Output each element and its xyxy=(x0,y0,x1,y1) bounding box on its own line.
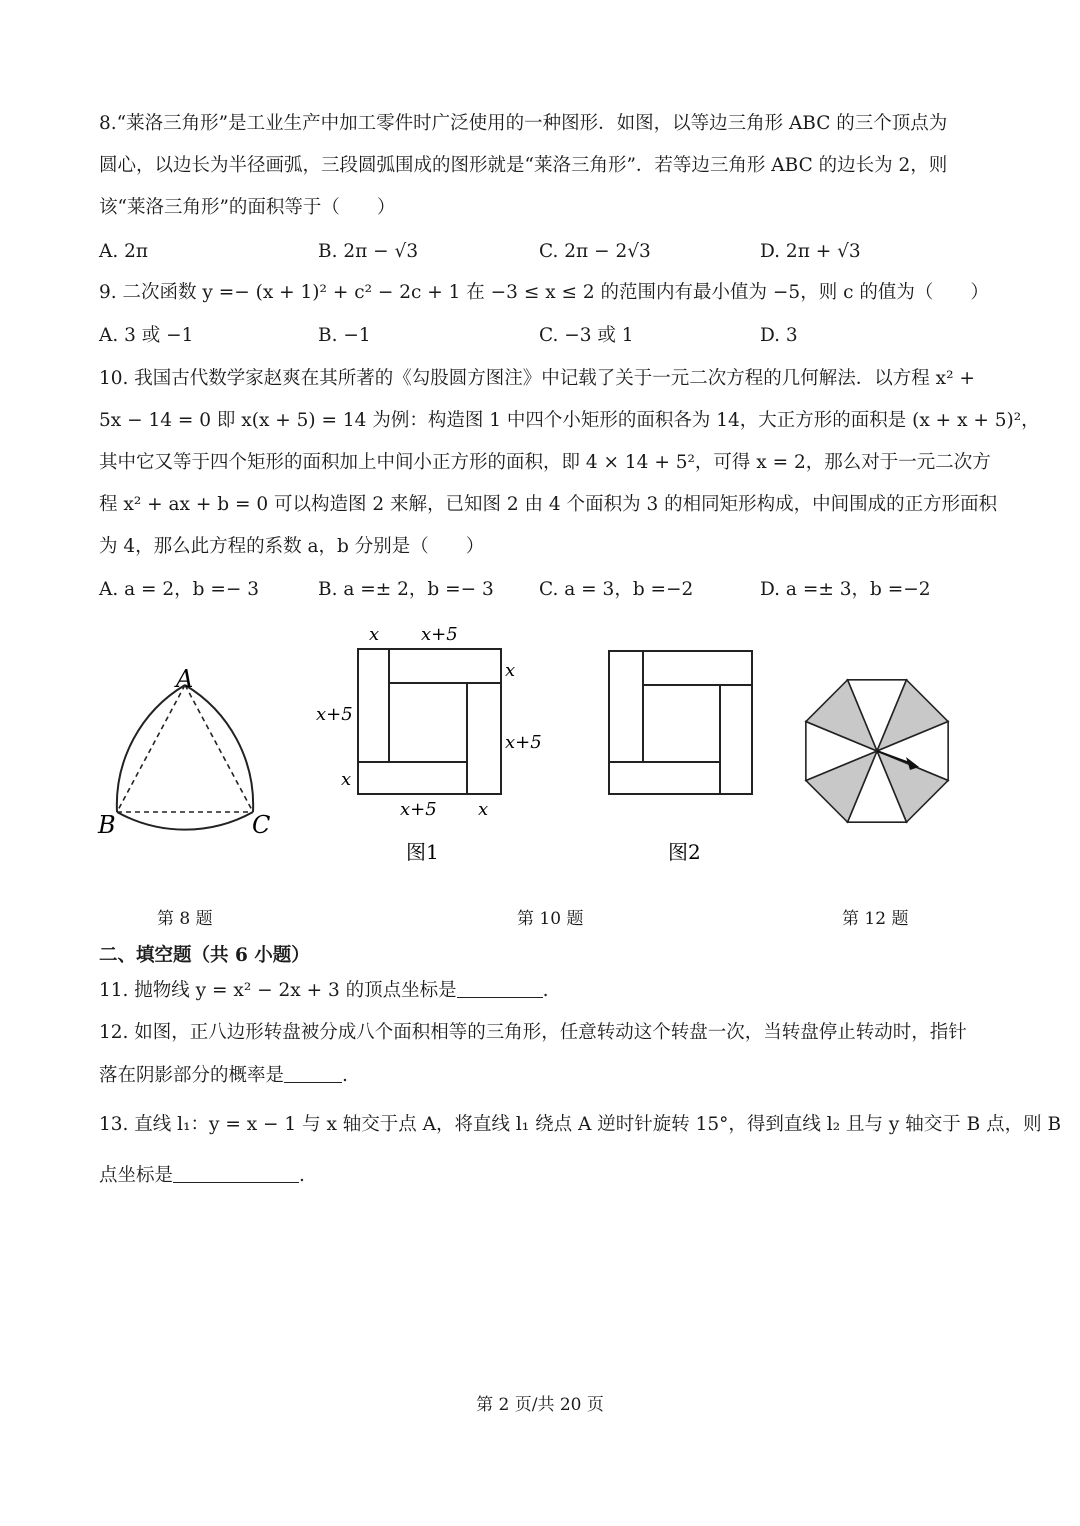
q10-line-4: 程 x² + ax + b = 0 可以构造图 2 来解，已知图 2 由 4 个面积为 3 的相同矩形构成，中间围成的正方形面积 xyxy=(99,494,998,515)
q10-line-1: 10. 我国古代数学家赵爽在其所著的《勾股圆方图注》中记载了关于一元二次方程的几何解法．以方程 x² + xyxy=(99,368,975,389)
q8-line-2: 圆心，以边长为半径画弧，三段圆弧围成的图形就是“莱洛三角形”．若等边三角形 ABC 的边长为 2，则 xyxy=(99,155,948,176)
caption-q8: 第 8 题 xyxy=(157,909,213,929)
q9-option-d: D. 3 xyxy=(760,325,798,346)
figure-1-square xyxy=(358,649,501,794)
q10-line-5: 为 4，那么此方程的系数 a，b 分别是（ ） xyxy=(99,536,485,557)
vertex-label-c: C xyxy=(252,811,271,839)
fig1-label-left-x5: x+5 xyxy=(316,704,353,725)
q10-option-a: A. a = 2，b =− 3 xyxy=(99,579,260,600)
q11-text: 11. 抛物线 y = x² − 2x + 3 的顶点坐标是 xyxy=(99,980,457,1001)
q11-answer-blank xyxy=(457,979,543,998)
figures-area xyxy=(0,615,1080,875)
fig1-label-left-x: x xyxy=(341,769,352,790)
q9-line-1: 9. 二次函数 y =− (x + 1)² + c² − 2c + 1 在 −3 ≤ x ≤ 2 的范围内有最小值为 −5，则 c 的值为（ ） xyxy=(99,282,989,303)
q10-option-c: C. a = 3，b =−2 xyxy=(539,579,694,600)
q12-answer-blank xyxy=(284,1064,342,1083)
page-footer: 第 2 页/共 20 页 xyxy=(476,1395,604,1415)
q12-line-2 xyxy=(99,1064,348,1088)
fig1-label-top-x: x xyxy=(369,624,380,645)
fig1-label-right-x5: x+5 xyxy=(505,732,542,753)
q13-line-1: 13. 直线 l₁：y = x − 1 与 x 轴交于点 A，将直线 l₁ 绕点 A 逆时针旋转 15°，得到直线 l₂ 且与 y 轴交于 B 点，则 B xyxy=(99,1114,1062,1135)
q8-option-c: C. 2π − 2√3 xyxy=(539,241,651,262)
q11-end: . xyxy=(542,980,549,1001)
q13-answer-blank xyxy=(173,1164,299,1183)
q8-option-a: A. 2π xyxy=(99,241,149,262)
q9-option-b: B. −1 xyxy=(318,325,371,346)
reuleaux-arc-bc xyxy=(117,812,253,830)
triangle-edge-ac xyxy=(185,685,253,812)
q13-text-2: 点坐标是 xyxy=(99,1165,174,1186)
figure-2-square xyxy=(609,651,752,794)
q13-line-2 xyxy=(99,1164,305,1188)
fig1-label-right-x: x xyxy=(505,660,516,681)
q13-end: . xyxy=(299,1165,305,1186)
q10-option-d: D. a =± 3，b =−2 xyxy=(760,579,931,600)
caption-q12: 第 12 题 xyxy=(842,909,909,929)
q8-option-d: D. 2π + √3 xyxy=(760,241,861,262)
vertex-label-b: B xyxy=(98,811,116,839)
fig1-caption: 图1 xyxy=(406,840,439,864)
fig1-label-top-x5: x+5 xyxy=(421,624,458,645)
q8-line-1: 8.“莱洛三角形”是工业生产中加工零件时广泛使用的一种图形．如图，以等边三角形 ABC 的三个顶点为 xyxy=(99,113,948,134)
reuleaux-triangle-figure xyxy=(117,685,253,830)
q10-line-2: 5x − 14 = 0 即 x(x + 5) = 14 为例：构造图 1 中四个小矩形的面积各为 14，大正方形的面积是 (x + x + 5)²， xyxy=(99,410,1040,431)
fig1-label-bottom-x5: x+5 xyxy=(400,799,437,820)
q12-end: . xyxy=(342,1065,348,1086)
q8-option-b: B. 2π − √3 xyxy=(318,241,419,262)
vertex-label-a: A xyxy=(176,665,194,693)
q10-option-b: B. a =± 2，b =− 3 xyxy=(318,579,494,600)
triangle-edge-ab xyxy=(117,685,185,812)
fig1-label-bottom-x: x xyxy=(478,799,489,820)
octagon-spinner xyxy=(806,680,948,822)
q9-option-a: A. 3 或 −1 xyxy=(99,325,194,346)
q10-line-3: 其中它又等于四个矩形的面积加上中间小正方形的面积，即 4 × 14 + 5²，可得 x = 2，那么对于一元二次方 xyxy=(99,452,991,473)
q9-option-c: C. −3 或 1 xyxy=(539,325,634,346)
q8-line-3: 该“莱洛三角形”的面积等于（ ） xyxy=(99,197,396,218)
fig2-caption: 图2 xyxy=(668,840,701,864)
q11-line xyxy=(99,979,549,1003)
q12-line-1: 12. 如图，正八边形转盘被分成八个面积相等的三角形，任意转动这个转盘一次，当转盘停止转动时，指针 xyxy=(99,1022,967,1043)
section-2-title: 二、填空题（共 6 小题） xyxy=(99,945,310,966)
caption-q10: 第 10 题 xyxy=(517,909,584,929)
q12-text-2: 落在阴影部分的概率是 xyxy=(99,1065,285,1086)
